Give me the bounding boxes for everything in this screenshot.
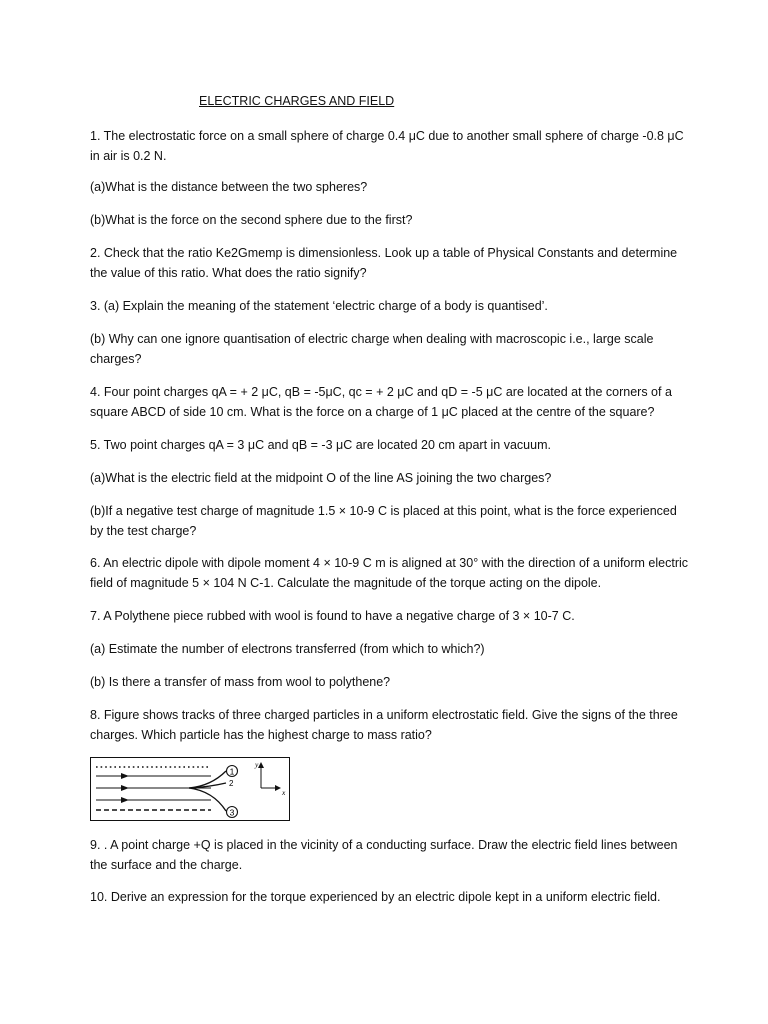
question-1b: (b)What is the force on the second sphere due to the first? bbox=[90, 213, 413, 227]
arrow-icon bbox=[121, 785, 129, 791]
question-5b: (b)If a negative test charge of magnitude 1.5 × 10-9 C is placed at this point, what is the force experienced by the test charge? bbox=[90, 504, 677, 538]
track-2-label: 2 bbox=[229, 779, 234, 788]
question-9: 9. . A point charge +Q is placed in the vicinity of a conducting surface. Draw the electric field lines between the surface and the charge. bbox=[90, 838, 678, 872]
question-7: 7. A Polythene piece rubbed with wool is found to have a negative charge of 3 × 10-7 C. bbox=[90, 609, 575, 623]
question-1a: (a)What is the distance between the two spheres? bbox=[90, 180, 368, 194]
y-arrow-icon bbox=[258, 762, 264, 768]
question-3b: (b) Why can one ignore quantisation of electric charge when dealing with macroscopic i.e., large scale charges? bbox=[90, 332, 654, 366]
question-7b: (b) Is there a transfer of mass from wool to polythene? bbox=[90, 675, 391, 689]
y-axis-label: y bbox=[255, 760, 259, 769]
question-4: 4. Four point charges qA = + 2 μC, qB = -5μC, qc = + 2 μC and qD = -5 μC are located at the corners of a square ABCD of side 10 cm. What is the force on a charge of 1 μC placed at the centre of the square? bbox=[90, 385, 672, 419]
x-axis-label: x bbox=[282, 788, 286, 797]
question-2: 2. Check that the ratio Ke2Gmemp is dimensionless. Look up a table of Physical Constants and determine the value of this ratio. What does the ratio signify? bbox=[90, 246, 678, 280]
question-7a: (a) Estimate the number of electrons transferred (from which to which?) bbox=[90, 642, 485, 656]
question-8: 8. Figure shows tracks of three charged particles in a uniform electrostatic field. Give the signs of the three charges. Which particle has the highest charge to mass ratio? bbox=[90, 708, 678, 742]
track-1 bbox=[189, 771, 226, 788]
track-1-label: 1 bbox=[229, 766, 235, 777]
arrow-icon bbox=[121, 773, 129, 779]
question-5a: (a)What is the electric field at the midpoint O of the line AS joining the two charges? bbox=[90, 471, 552, 485]
question-3a: 3. (a) Explain the meaning of the statement ‘electric charge of a body is quantised’. bbox=[90, 299, 548, 313]
question-10: 10. Derive an expression for the torque experienced by an electric dipole kept in a uniform electric field. bbox=[90, 890, 661, 904]
particle-tracks-diagram bbox=[91, 758, 288, 819]
track-3-label: 3 bbox=[229, 807, 235, 818]
arrow-icon bbox=[121, 797, 129, 803]
question-6: 6. An electric dipole with dipole moment 4 × 10-9 C m is aligned at 30° with the direction of a uniform electric field of magnitude 5 × 104 N C-1. Calculate the magnitude of the torque acting on the dipole. bbox=[90, 556, 689, 590]
particle-tracks-figure bbox=[90, 757, 290, 821]
x-arrow-icon bbox=[275, 785, 281, 791]
page-title: ELECTRIC CHARGES AND FIELD bbox=[199, 94, 395, 108]
question-1: 1. The electrostatic force on a small sphere of charge 0.4 μC due to another small sphere of charge -0.8 μC in air is 0.2 N. bbox=[90, 129, 684, 163]
question-5: 5. Two point charges qA = 3 μC and qB = -3 μC are located 20 cm apart in vacuum. bbox=[90, 438, 551, 452]
